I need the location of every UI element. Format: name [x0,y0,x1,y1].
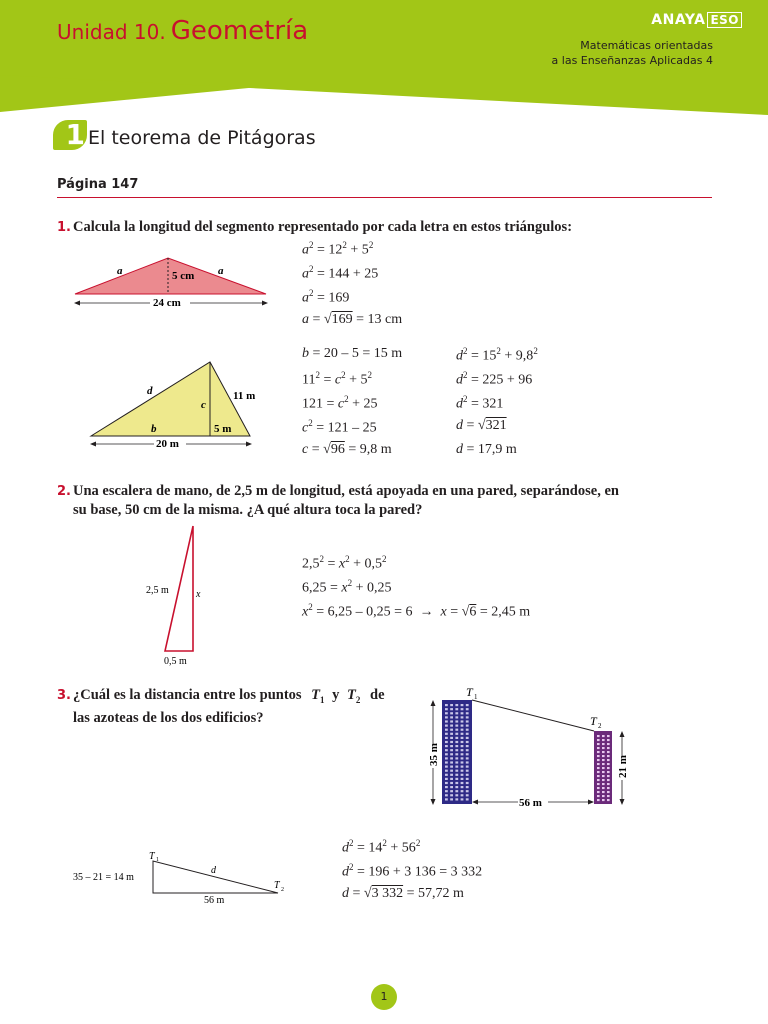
unit-name: Geometría [170,16,309,46]
building-window [466,704,469,706]
building-window [607,771,610,773]
q2-eq-3: $x^2 = 6,25 - 0,25 = 6 \to x = √6 = 2,45$ m [302,602,531,620]
building-window [607,795,610,797]
label-vertical: 35 – 21 = 14 m [73,872,134,883]
building-window [466,708,469,710]
label-t1: T [466,685,473,699]
label-t2: T [274,880,280,891]
question-3: 3. ¿Cuál es la distancia entre los puntos $T_1$ y $T_2$ de las azoteas de los dos edificios? [57,687,385,726]
building-window [445,737,448,739]
building-window [461,725,464,727]
building-window [602,763,605,765]
building-window [597,767,600,769]
building-window [445,757,448,759]
question-1 [57,218,572,237]
building-window [607,751,610,753]
label-t2-sub: 2 [598,722,602,730]
label-t1-sub: 1 [474,693,478,701]
building-window [466,766,469,768]
building-window [466,729,469,731]
building-window [602,791,605,793]
q1-eq-d5: d = 17,9 m [456,442,517,457]
isosceles-triangle-figure [60,250,280,312]
building-window [461,708,464,710]
label-b: b [151,423,157,435]
building-window [607,763,610,765]
building-window [597,775,600,777]
building-window [597,739,600,741]
building-window [450,761,453,763]
building-window [461,720,464,722]
building-window [597,799,600,801]
building-window [461,786,464,788]
question-number: 3. [57,688,71,703]
label-x: x [196,589,201,600]
building-window [466,798,469,800]
building-window [455,778,458,780]
building-window [602,747,605,749]
building-window [466,737,469,739]
building-window [597,747,600,749]
building-window [445,745,448,747]
subject-line-2: a las Enseñanzas Aplicadas 4 [551,54,713,67]
q3-eq-2: $d^2 = 196 + 3$ 136 = 3 332 [342,862,483,880]
label-11m: 11 m [233,390,256,402]
building-window [602,787,605,789]
building-window [466,778,469,780]
building-window [450,782,453,784]
question-text-line1a: ¿Cuál es la distancia entre los puntos [73,687,302,703]
tall-building [442,700,472,804]
building-window [597,787,600,789]
building-window [445,708,448,710]
building-window [455,725,458,727]
building-window [455,729,458,731]
label-a-right: a [218,265,224,277]
q1-eq-b5: c = √96 = 9,8 m [302,442,392,457]
building-window [597,763,600,765]
building-window [445,774,448,776]
q1-eq-d4: d = √321 [456,418,507,433]
building-window [450,712,453,714]
building-window [461,770,464,772]
building-window [445,794,448,796]
building-window [455,704,458,706]
building-window [461,753,464,755]
building-window [607,747,610,749]
building-window [466,794,469,796]
label-35m: 35 m [428,743,440,766]
building-window [455,774,458,776]
building-window [455,749,458,751]
building-window [450,720,453,722]
building-window [607,799,610,801]
building-window [607,735,610,737]
building-window [597,791,600,793]
building-window [602,739,605,741]
building-window [466,716,469,718]
page-label: Página 147 [57,177,139,192]
q1-eq-d2: $d^2 = 225 + 96$ [456,370,533,388]
q1-eq-4: a = √169 = 13 cm [302,312,403,327]
building-window [461,704,464,706]
building-window [450,778,453,780]
building-window [461,749,464,751]
building-window [450,741,453,743]
label-hyp: 2,5 m [146,585,169,596]
building-window [461,757,464,759]
label-base: 24 cm [153,297,181,309]
building-window [461,761,464,763]
building-window [466,782,469,784]
q2-eq-1: $2,5^2 = x^2 + 0,5^2$ [302,554,387,572]
building-window [607,759,610,761]
section-title: El teorema de Pitágoras [88,127,316,149]
building-window [445,766,448,768]
building-window [445,716,448,718]
label-d: d [147,385,153,397]
building-window [455,770,458,772]
brand-logo [651,12,742,28]
building-window [607,775,610,777]
building-window [607,783,610,785]
label-t1-sub: 1 [156,857,159,863]
building-window [602,779,605,781]
building-window [607,787,610,789]
building-window [455,745,458,747]
building-window [466,725,469,727]
building-window [450,737,453,739]
building-window [466,774,469,776]
building-window [450,753,453,755]
divider [57,197,712,198]
building-window [466,790,469,792]
building-window [450,770,453,772]
building-window [461,733,464,735]
building-window [461,774,464,776]
building-window [445,704,448,706]
building-window [461,798,464,800]
building-window [607,791,610,793]
building-window [450,729,453,731]
q1-eq-d1: $d^2 = 15^2 + 9,8^2$ [456,346,538,364]
page-number: 1 [371,984,397,1010]
subject-line-1: Matemáticas orientadas [580,39,713,52]
q1-eq-b3: $121 = c^2 + 25$ [302,394,378,412]
building-window [450,725,453,727]
building-window [607,779,610,781]
building-window [466,712,469,714]
building-window [450,745,453,747]
building-window [445,729,448,731]
building-window [466,720,469,722]
building-window [466,761,469,763]
question-number: 2. [57,484,71,499]
building-window [450,766,453,768]
question-text-line2: las azoteas de los dos edificios? [73,709,264,726]
building-window [597,771,600,773]
brand-name: ANAYA [651,12,706,28]
q3-eq-3: d = √3 332 = 57,72 m [342,886,464,901]
building-window [445,761,448,763]
building-window [461,778,464,780]
building-window [607,755,610,757]
building-window [445,786,448,788]
building-window [466,745,469,747]
label-c: c [201,399,206,411]
question-text-line2: su base, 50 cm de la misma. ¿A qué altura toca la pared? [73,502,423,518]
building-window [461,794,464,796]
label-d: d [211,865,216,876]
unit-label: Unidad 10. [57,20,166,44]
building-window [455,712,458,714]
building-window [455,786,458,788]
building-window [466,749,469,751]
building-window [445,741,448,743]
building-window [461,782,464,784]
building-window [445,798,448,800]
building-window [455,733,458,735]
building-window [597,743,600,745]
building-window [597,783,600,785]
building-window [602,755,605,757]
building-window [607,743,610,745]
building-window [455,716,458,718]
label-t2: T [590,714,597,728]
building-window [466,770,469,772]
building-window [450,774,453,776]
building-window [607,739,610,741]
building-window [455,741,458,743]
building-window [445,733,448,735]
building-window [461,745,464,747]
building-window [445,753,448,755]
building-window [602,771,605,773]
building-window [602,767,605,769]
building-window [445,725,448,727]
label-56m: 56 m [519,797,542,809]
q2-eq-2: $6,25 = x^2 + 0,25$ [302,578,392,596]
building-window [455,757,458,759]
building-window [597,779,600,781]
building-window [445,712,448,714]
building-window [450,794,453,796]
building-window [597,755,600,757]
question-text: Calcula la longitud del segmento representado por cada letra en estos triángulos: [73,219,573,235]
building-window [450,786,453,788]
building-window [602,743,605,745]
label-base: 56 m [204,895,225,906]
building-window [455,766,458,768]
building-window [461,741,464,743]
building-window [602,799,605,801]
label-height: 5 cm [172,270,195,282]
right-triangle-figure [80,355,270,451]
label-t2-sub: 2 [281,887,284,893]
building-window [455,737,458,739]
building-window [602,735,605,737]
building-window [445,790,448,792]
building-window [455,720,458,722]
building-window [602,795,605,797]
building-window [466,733,469,735]
label-base: 0,5 m [164,656,187,667]
building-window [445,770,448,772]
q1-eq-b2: $11^2 = c^2 + 5^2$ [302,370,373,388]
building-window [450,716,453,718]
building-window [445,749,448,751]
building-window [450,733,453,735]
building-window [466,786,469,788]
building-window [450,704,453,706]
q1-eq-d3: $d^2 = 321$ [456,394,504,412]
label-t1: T [149,851,155,862]
building-window [455,782,458,784]
building-window [597,759,600,761]
question-2 [57,482,619,519]
subject-title [552,38,713,68]
building-window [602,775,605,777]
ladder-triangle-figure [140,520,220,670]
building-window [461,729,464,731]
label-20m: 20 m [156,438,179,450]
building-window [455,794,458,796]
building-window [461,790,464,792]
question-text-de: de [370,687,385,703]
building-window [602,751,605,753]
building-window [461,712,464,714]
building-window [455,798,458,800]
building-window [455,790,458,792]
building-window [455,761,458,763]
q1-eq-2: $a^2 = 144 + 25$ [302,264,379,282]
building-window [466,741,469,743]
section-number-badge: 1 [53,120,87,150]
building-window [450,798,453,800]
question-text-line1: Una escalera de mano, de 2,5 m de longitud, está apoyada en una pared, separándose, en [73,483,619,499]
distance-triangle-figure [60,842,300,912]
building-window [602,759,605,761]
building-window [466,757,469,759]
building-window [445,782,448,784]
building-window [597,751,600,753]
building-window [450,790,453,792]
building-window [597,735,600,737]
question-number: 1. [57,220,71,235]
unit-title [57,16,308,46]
q1-eq-b4: $c^2 = 121 - 25$ [302,418,377,436]
label-a-left: a [117,265,123,277]
building-window [450,757,453,759]
label-5m: 5 m [214,423,232,435]
building-window [445,720,448,722]
building-window [450,749,453,751]
q1-eq-1: $a^2 = 12^2 + 5^2$ [302,240,374,258]
building-window [455,753,458,755]
question-text-y: y [332,687,340,703]
building-window [461,766,464,768]
q1-eq-b1: b = 20 – 5 = 15 m [302,346,403,361]
q3-eq-1: $d^2 = 14^2 + 56^2$ [342,838,421,856]
building-window [461,716,464,718]
building-window [445,778,448,780]
q1-eq-3: $a^2 = 169$ [302,288,350,306]
building-window [466,753,469,755]
buildings-figure [420,682,640,812]
building-window [455,708,458,710]
building-window [461,737,464,739]
brand-eso: ESO [707,12,742,28]
label-21m: 21 m [617,755,629,778]
building-window [602,783,605,785]
building-window [607,767,610,769]
building-window [597,795,600,797]
building-window [450,708,453,710]
